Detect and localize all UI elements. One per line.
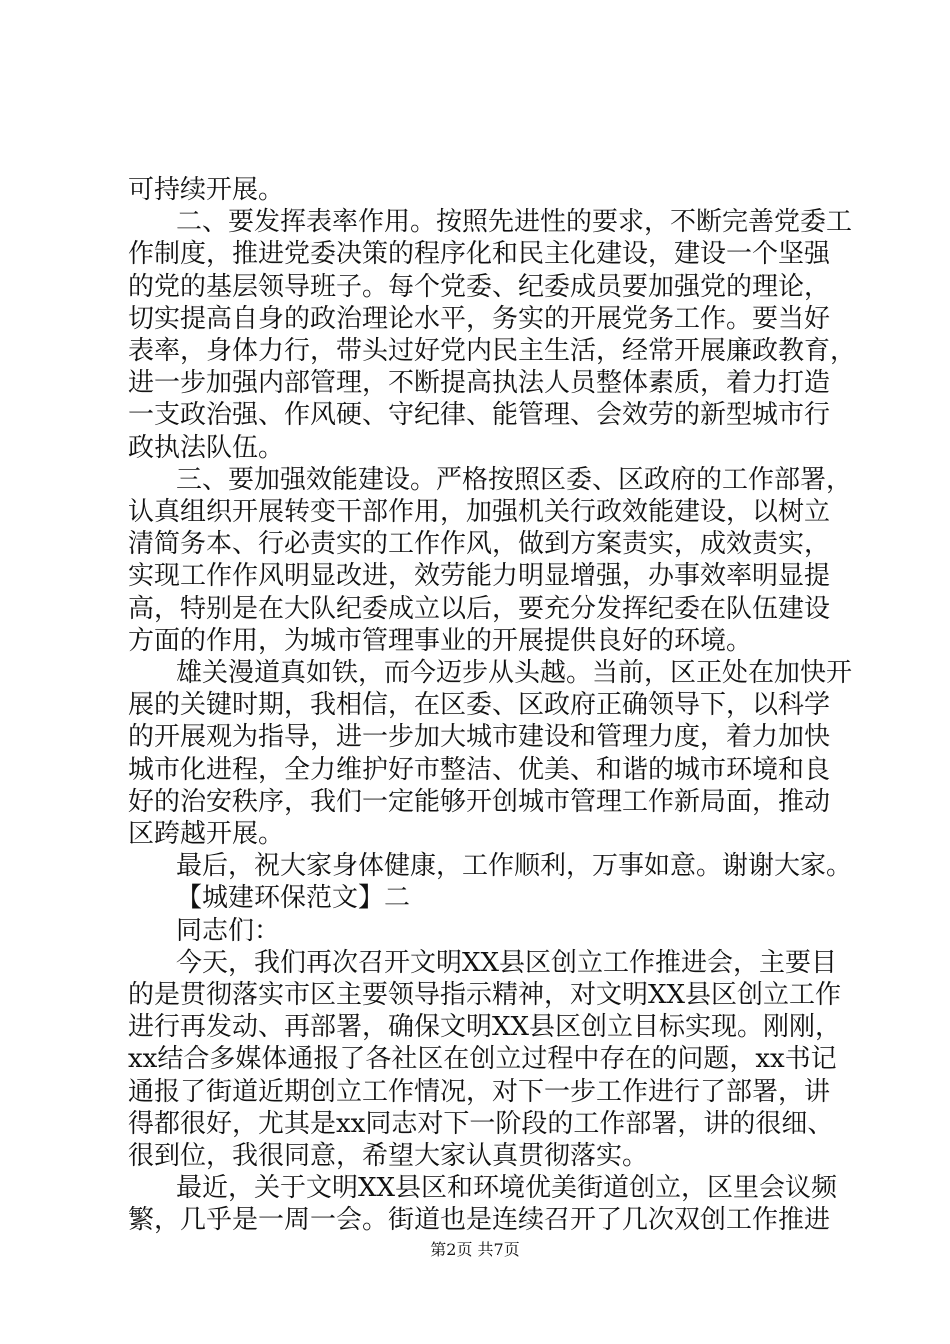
text-line-30: 得都很好，尤其是xx同志对下一阶段的工作部署，讲的很细、: [128, 1108, 834, 1139]
text-line-20: 好的治安秩序，我们一定能够开创城市管理工作新局面，推动: [128, 786, 831, 817]
text-line-33: 繁，几乎是一周一会。街道也是连续召开了几次双创工作推进: [128, 1205, 831, 1236]
text-line-24: 同志们：: [176, 915, 281, 946]
text-line-3: 作制度，推进党委决策的程序化和民主化建设，建设一个坚强: [128, 239, 831, 270]
text-line-6: 表率，身体力行，带头过好党内民主生活，经常开展廉政教育，: [128, 336, 857, 366]
text-line-22: 最后，祝大家身体健康，工作顺利，万事如意。谢谢大家。: [176, 851, 853, 882]
text-line-26: 的是贯彻落实市区主要领导指示精神，对文明XX县区创立工作: [128, 980, 842, 1010]
page-number-footer: 第2页 共7页: [430, 1240, 520, 1259]
text-line-4: 的党的基层领导班子。每个党委、纪委成员要加强党的理论，: [128, 271, 831, 302]
text-line-2: 二、要发挥表率作用。按照先进性的要求，不断完善党委工: [176, 207, 853, 238]
text-line-17: 展的关键时期，我相信，在区委、区政府正确领导下，以科学: [128, 690, 831, 721]
text-line-18: 的开展观为指导，进一步加大城市建设和管理力度，着力加快: [128, 722, 831, 753]
text-line-28: xx结合多媒体通报了各社区在创立过程中存在的问题，xx书记: [128, 1044, 837, 1075]
text-line-9: 政执法队伍。: [128, 432, 285, 463]
text-line-29: 通报了街道近期创立工作情况，对下一步工作进行了部署，讲: [128, 1076, 831, 1107]
text-line-15: 方面的作用，为城市管理事业的开展提供良好的环境。: [128, 625, 753, 656]
text-line-25: 今天，我们再次召开文明XX县区创立工作推进会，主要目: [176, 947, 838, 978]
text-line-11: 认真组织开展转变干部作用，加强机关行政效能建设，以树立: [128, 497, 831, 527]
text-line-10: 三、要加强效能建设。严格按照区委、区政府的工作部署，: [176, 464, 853, 495]
text-line-14: 高，特别是在大队纪委成立以后，要充分发挥纪委在队伍建设: [128, 593, 831, 624]
text-line-5: 切实提高自身的政治理论水平，务实的开展党务工作。要当好: [128, 303, 831, 334]
text-line-27: 进行再发动、再部署，确保文明XX县区创立目标实现。刚刚，: [128, 1012, 842, 1043]
text-line-19: 城市化进程，全力维护好市整洁、优美、和谐的城市环境和良: [128, 754, 831, 785]
text-line-31: 很到位，我很同意，希望大家认真贯彻落实。: [128, 1141, 649, 1171]
text-line-8: 一支政治强、作风硬、守纪律、能管理、会效劳的新型城市行: [128, 400, 831, 431]
text-line-23: 【城建环保范文】二: [176, 883, 411, 914]
text-line-16: 雄关漫道真如铁，而今迈步从头越。当前，区正处在加快开: [176, 658, 853, 688]
text-line-1: 可持续开展。: [128, 175, 285, 205]
text-line-12: 清简务本、行必责实的工作作风，做到方案责实，成效责实，: [128, 529, 831, 560]
text-line-13: 实现工作作风明显改进，效劳能力明显增强，办事效率明显提: [128, 561, 831, 592]
text-line-7: 进一步加强内部管理，不断提高执法人员整体素质，着力打造: [128, 368, 831, 399]
text-line-21: 区跨越开展。: [128, 819, 285, 849]
text-line-32: 最近，关于文明XX县区和环境优美街道创立，区里会议频: [176, 1173, 838, 1204]
